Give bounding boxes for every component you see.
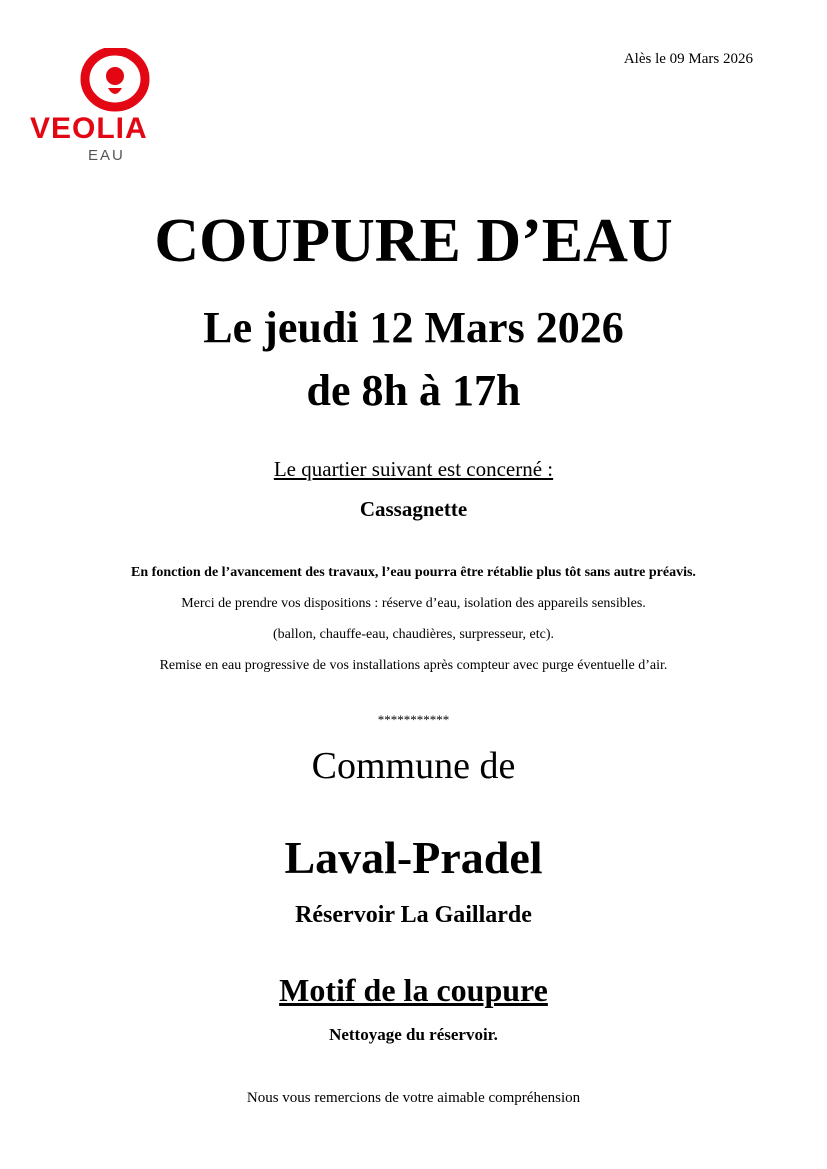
veolia-logo [30,48,200,168]
reason-label: Motif de la coupure [279,972,548,1008]
area-name: Cassagnette [359,497,468,521]
commune-label: Commune de [311,745,516,787]
reservoir-name: Réservoir La Gaillarde [295,902,532,928]
brand-name: VEOLIA [30,112,148,145]
notice-hours: de 8h à 17h [306,366,521,415]
brand-sub: EAU [88,147,125,164]
notice-title: COUPURE D’EAU [154,207,673,275]
area-intro: Le quartier suivant est concerné : [273,457,554,481]
info-bold: En fonction de l’avancement des travaux, l’eau pourra être rétablie plus tôt sans autre préavis. [131,565,696,580]
veolia-logo-icon [30,48,200,118]
info-line-3: Remise en eau progressive de vos installations après compteur avec purge éventuelle d’air. [159,658,668,673]
date-line: Alès le 09 Mars 2026 [623,51,753,67]
notice-date: Le jeudi 12 Mars 2026 [203,303,624,352]
info-line-1: Merci de prendre vos dispositions : réserve d’eau, isolation des appareils sensibles. [181,596,646,611]
separator: *********** [377,712,450,727]
reason-text: Nettoyage du réservoir. [329,1025,498,1044]
commune-name: Laval-Pradel [284,832,543,883]
info-line-2: (ballon, chauffe-eau, chaudières, surpresseur, etc). [273,627,554,642]
thanks-line: Nous vous remercions de votre aimable compréhension [246,1090,581,1106]
